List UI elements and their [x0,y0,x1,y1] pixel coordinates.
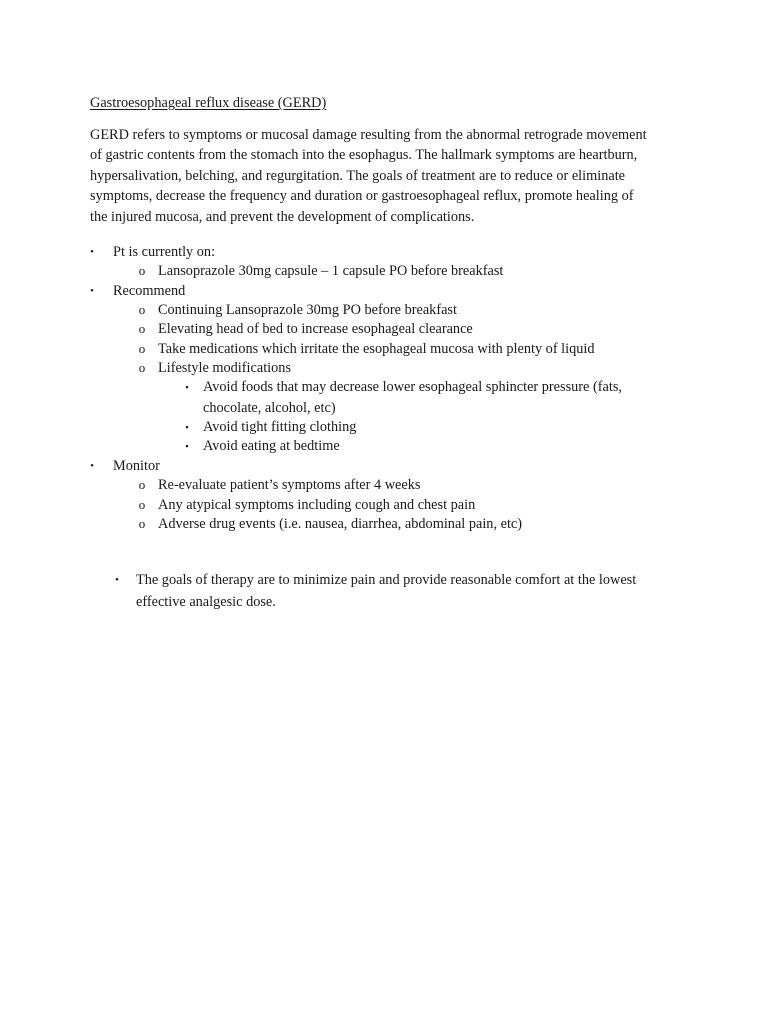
sub-bullet-marker: o [138,302,146,317]
sub-bullet-marker: o [138,360,146,375]
bullet-marker: • [90,460,94,472]
lifestyle-item: Avoid tight fitting clothing [203,419,357,435]
list-item-recommend: Elevating head of bed to increase esophageal clearance [158,321,473,337]
sub-bullet-marker: o [138,321,146,336]
bullet-marker: • [90,246,94,258]
lifestyle-item-continued: chocolate, alcohol, etc) [203,400,336,416]
list-item-monitor: Adverse drug events (i.e. nausea, diarrhea, abdominal pain, etc) [158,516,523,532]
intro-line: GERD refers to symptoms or mucosal damage resulting from the abnormal retrograde movement [90,127,647,143]
lifestyle-item: Avoid eating at bedtime [203,438,340,454]
list-item-recommend: Take medications which irritate the esophageal mucosa with plenty of liquid [158,341,595,357]
section-label-current: Pt is currently on: [113,244,216,260]
list-item-recommend: Continuing Lansoprazole 30mg PO before breakfast [158,302,457,318]
intro-line: the injured mucosa, and prevent the development of complications. [90,208,475,225]
intro-line: of gastric contents from the stomach into the esophagus. The hallmark symptoms are heartburn, [90,147,638,164]
intro-paragraph [90,125,690,227]
list-item-monitor: Any atypical symptoms including cough and chest pain [158,497,476,513]
sub-bullet-marker: o [138,516,146,531]
final-note-line: effective analgesic dose. [136,594,276,610]
square-bullet-marker: ▪ [185,422,189,432]
list-item-current-med: Lansoprazole 30mg capsule – 1 capsule PO before breakfast [158,263,504,279]
sub-bullet-marker: o [138,263,146,278]
intro-line: symptoms, decrease the frequency and duration or gastroesophageal reflux, promote healing of [90,188,634,205]
section-label-monitor: Monitor [113,458,160,474]
square-bullet-marker: ▪ [185,441,189,451]
document-title: Gastroesophageal reflux disease (GERD) [90,95,327,111]
sub-bullet-marker: o [138,477,146,492]
square-bullet-marker: ▪ [185,382,189,392]
list-item-recommend: Lifestyle modifications [158,360,292,376]
list-item-monitor: Re-evaluate patient’s symptoms after 4 weeks [158,477,421,493]
bullet-marker: • [90,285,94,297]
section-label-recommend: Recommend [113,283,186,299]
sub-bullet-marker: o [138,341,146,356]
intro-line: hypersalivation, belching, and regurgitation. The goals of treatment are to reduce or eliminate [90,167,626,184]
lifestyle-item: Avoid foods that may decrease lower esophageal sphincter pressure (fats, [203,379,622,395]
sub-bullet-marker: o [138,497,146,512]
final-note-line: The goals of therapy are to minimize pain and provide reasonable comfort at the lowest [136,572,637,588]
bullet-marker: • [115,574,119,586]
